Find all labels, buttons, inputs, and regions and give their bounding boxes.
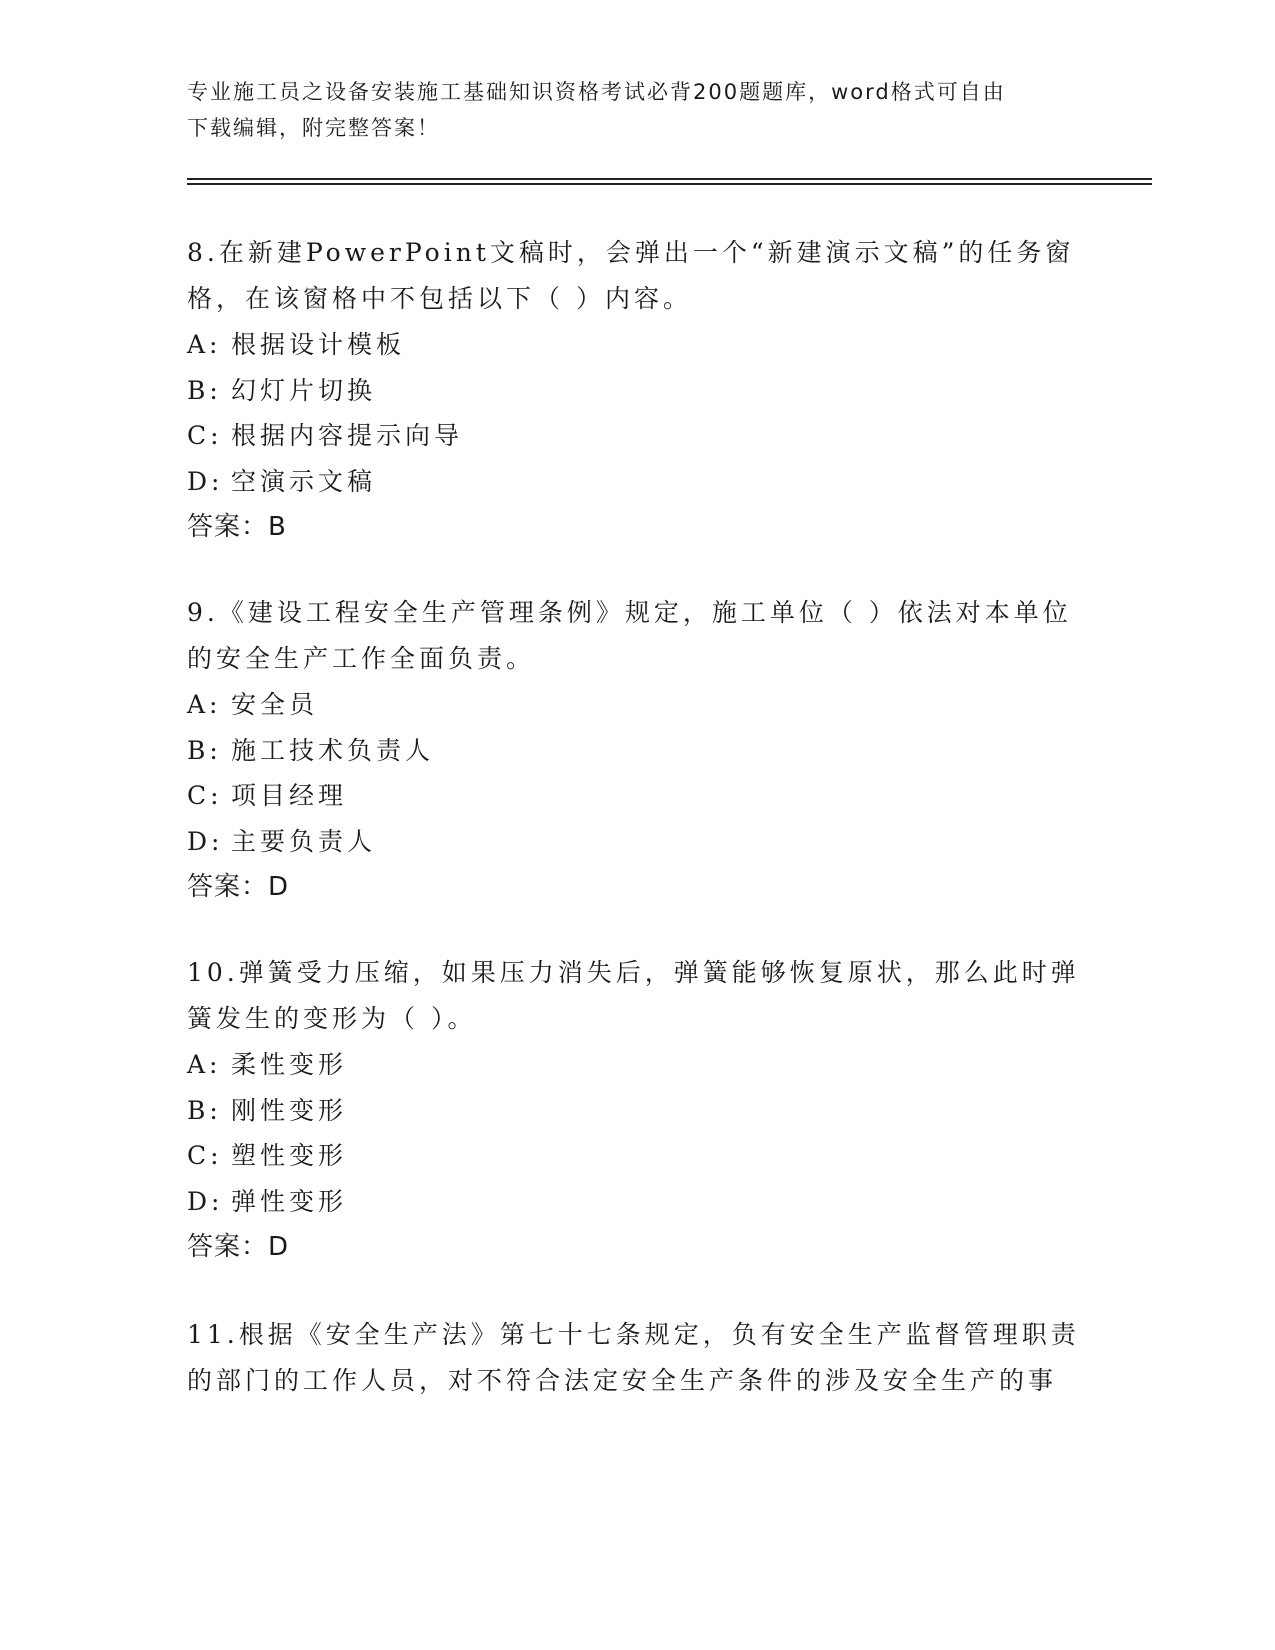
option-text: 施工技术负责人	[231, 735, 435, 765]
question-8	[187, 230, 1087, 550]
option-a	[187, 682, 1087, 728]
option-d	[187, 1179, 1087, 1225]
option-a	[187, 322, 1087, 368]
option-b	[187, 1088, 1087, 1134]
answer-line: 答案：D	[187, 1232, 290, 1262]
option-key: A:	[187, 330, 222, 359]
option-text: 根据设计模板	[231, 330, 406, 359]
question-stem-line: 簧发生的变形为（ ）。	[187, 1004, 477, 1033]
question-stem-line: 10.弹簧受力压缩，如果压力消失后，弹簧能够恢复原状，那么此时弹	[187, 958, 1080, 987]
option-d	[187, 819, 1087, 865]
option-b	[187, 368, 1087, 414]
option-text: 柔性变形	[231, 1050, 348, 1079]
question-10	[187, 950, 1087, 1270]
answer-line: 答案：B	[187, 512, 287, 542]
option-key: C:	[187, 1141, 223, 1170]
option-c	[187, 413, 1087, 459]
header-line-2: 下载编辑，附完整答案！	[187, 116, 440, 140]
option-text: 项目经理	[231, 781, 348, 810]
option-b	[187, 728, 1087, 774]
option-text: 幻灯片切换	[231, 375, 377, 405]
option-text: 空演示文稿	[231, 466, 377, 496]
option-key: C:	[187, 781, 223, 810]
option-key: D:	[187, 466, 224, 496]
question-stem-line: 格，在该窗格中不包括以下（ ）内容。	[187, 284, 692, 313]
option-text: 根据内容提示向导	[231, 421, 464, 450]
question-stem-line: 11.根据《安全生产法》第七十七条规定，负有安全生产监督管理职责	[187, 1320, 1080, 1349]
option-key: D:	[187, 826, 224, 856]
option-key: D:	[187, 1186, 224, 1216]
question-9	[187, 590, 1087, 910]
option-key: C:	[187, 421, 223, 450]
header-divider-top	[187, 178, 1152, 180]
option-a	[187, 1042, 1087, 1088]
option-key: A:	[187, 1050, 222, 1079]
option-key: B:	[187, 1095, 222, 1125]
option-key: A:	[187, 690, 222, 719]
question-11	[187, 1312, 1087, 1404]
option-text: 主要负责人	[231, 826, 377, 856]
question-stem-line: 的安全生产工作全面负责。	[187, 644, 536, 673]
option-key: B:	[187, 375, 222, 405]
option-text: 塑性变形	[231, 1141, 348, 1170]
option-text: 安全员	[231, 690, 319, 719]
question-stem-line: 9.《建设工程安全生产管理条例》规定，施工单位（ ）依法对本单位	[187, 598, 1072, 627]
option-d	[187, 459, 1087, 505]
option-text: 弹性变形	[231, 1186, 348, 1216]
header-line-1: 专业施工员之设备安装施工基础知识资格考试必背200题题库，word格式可自由	[187, 80, 1006, 104]
option-c	[187, 1133, 1087, 1179]
header-divider-bottom	[187, 183, 1152, 185]
question-stem-line: 8.在新建PowerPoint文稿时，会弹出一个“新建演示文稿”的任务窗	[187, 238, 1075, 267]
document-header	[187, 74, 1067, 146]
question-stem-line: 的部门的工作人员，对不符合法定安全生产条件的涉及安全生产的事	[187, 1366, 1058, 1395]
option-text: 刚性变形	[231, 1095, 348, 1125]
answer-line: 答案：D	[187, 872, 290, 902]
option-c	[187, 773, 1087, 819]
option-key: B:	[187, 735, 222, 765]
